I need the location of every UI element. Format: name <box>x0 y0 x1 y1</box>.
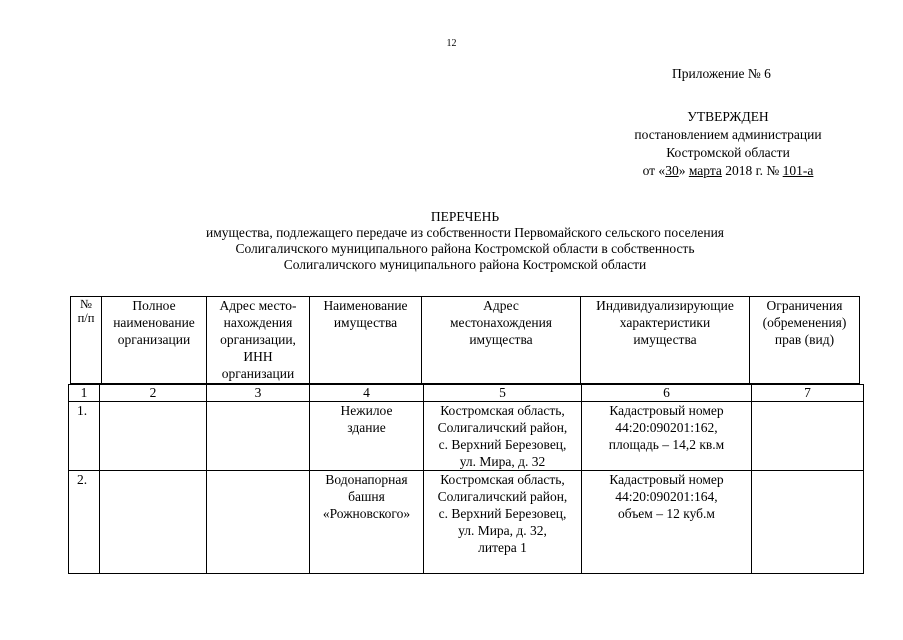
column-number-cell: 7 <box>752 385 864 402</box>
column-number-cell: 6 <box>582 385 752 402</box>
property-name-cell: Водонапорная башня «Рожновского» <box>310 471 424 574</box>
property-address-cell: Костромская область, Солигаличский район, с. Верхний Березовец, ул. Мира, д. 32, литера 1 <box>424 471 582 574</box>
title-line-1: имущества, подлежащего передаче из собственности Первомайского сельского поселения <box>206 225 724 240</box>
date-day: 30 <box>665 163 679 178</box>
header-cell-property-name: Наименование имущества <box>310 297 422 384</box>
column-number-row <box>69 385 864 402</box>
column-number-cell: 4 <box>310 385 424 402</box>
restrictions-cell <box>752 471 864 574</box>
approval-heading: УТВЕРЖДЕН <box>687 109 769 124</box>
column-number-cell: 2 <box>100 385 207 402</box>
date-prefix: от « <box>642 163 666 178</box>
property-table-header <box>70 296 860 384</box>
header-cell-org-name: Полное наименование организации <box>102 297 207 384</box>
column-number-cell: 3 <box>207 385 310 402</box>
header-cell-restrictions: Ограничения (обременения) прав (вид) <box>750 297 860 384</box>
table-row <box>69 471 864 574</box>
title-heading: ПЕРЕЧЕНЬ <box>430 209 500 224</box>
header-row <box>71 297 860 384</box>
column-number-cell: 1 <box>69 385 100 402</box>
property-table <box>68 384 864 574</box>
approval-region: Костромской области <box>666 145 790 160</box>
page-number: 12 <box>446 38 457 49</box>
characteristics-cell: Кадастровый номер 44:20:090201:162, площадь – 14,2 кв.м <box>582 402 752 471</box>
org-name-cell <box>100 471 207 574</box>
property-address-cell: Костромская область, Солигаличский район, с. Верхний Березовец, ул. Мира, д. 32 <box>424 402 582 471</box>
appendix-label: Приложение № 6 <box>672 66 771 81</box>
date-month: марта <box>688 163 722 178</box>
characteristics-cell: Кадастровый номер 44:20:090201:164, объем – 12 куб.м <box>582 471 752 574</box>
row-number-cell: 2. <box>69 471 100 574</box>
header-cell-number: № п/п <box>71 297 102 384</box>
date-year: 2018 г. № <box>721 163 783 178</box>
date-quote-close: » <box>678 163 689 178</box>
org-address-cell <box>207 471 310 574</box>
approval-date-line <box>598 162 858 180</box>
title-line-2: Солигаличского муниципального района Костромской области в собственность <box>235 241 695 256</box>
document-title <box>90 209 840 273</box>
column-number-cell: 5 <box>424 385 582 402</box>
header-cell-property-address: Адрес местонахождения имущества <box>422 297 581 384</box>
decree-number: 101-а <box>782 163 814 178</box>
org-name-cell <box>100 402 207 471</box>
header-cell-org-address: Адрес место- нахождения организации, ИНН организации <box>207 297 310 384</box>
title-line-3: Солигаличского муниципального района Костромской области <box>283 257 647 272</box>
org-address-cell <box>207 402 310 471</box>
property-name-cell: Нежилое здание <box>310 402 424 471</box>
row-number-cell: 1. <box>69 402 100 471</box>
restrictions-cell <box>752 402 864 471</box>
header-cell-characteristics: Индивидуализирующие характеристики имущества <box>581 297 750 384</box>
approval-block <box>598 108 858 180</box>
table-row <box>69 402 864 471</box>
approval-issuer: постановлением администрации <box>634 127 822 142</box>
